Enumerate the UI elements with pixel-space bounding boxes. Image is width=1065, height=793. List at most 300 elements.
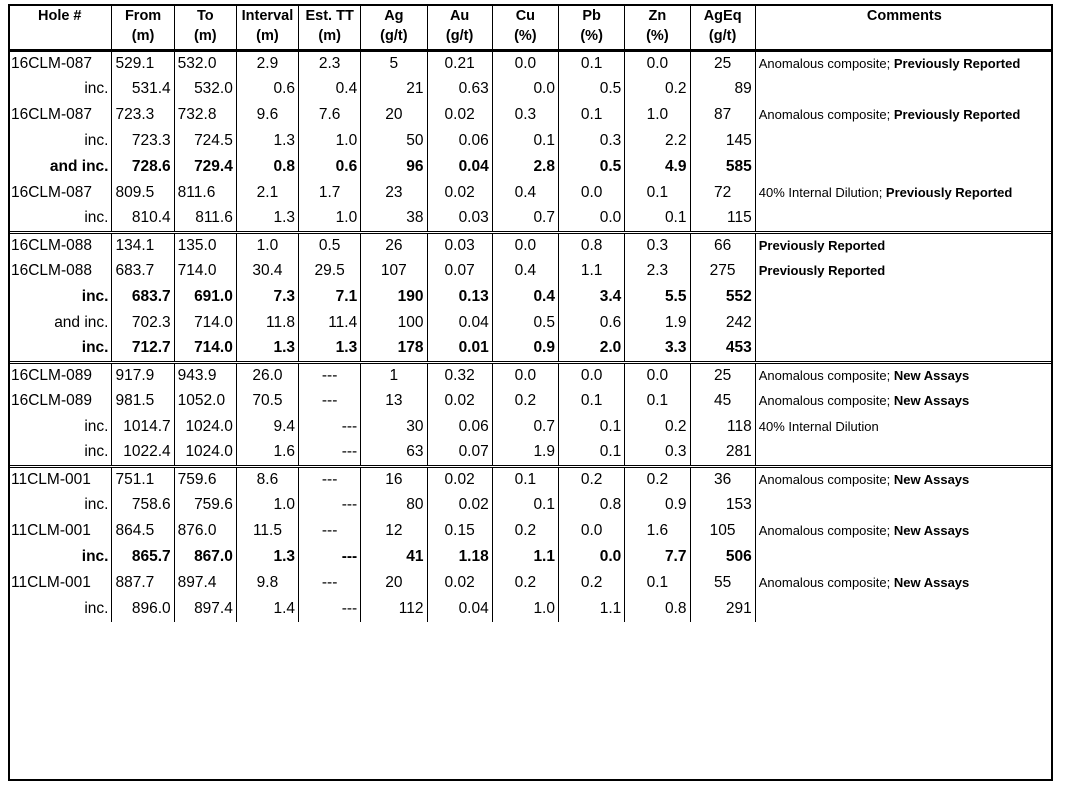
cell-ag: 5: [361, 50, 427, 76]
cell-pb: 0.8: [559, 492, 625, 518]
cell-est-tt: 7.1: [299, 284, 361, 310]
cell-ag: 63: [361, 440, 427, 466]
cell-comments: [755, 128, 1053, 154]
cell-hole: inc.: [8, 128, 112, 154]
cell-ag: 41: [361, 544, 427, 570]
cell-zn: 0.1: [625, 388, 690, 414]
cell-hole: inc.: [8, 492, 112, 518]
cell-to: 729.4: [174, 154, 236, 180]
cell-ag: 38: [361, 206, 427, 232]
comment-status: Previously Reported: [893, 55, 1021, 71]
table-row: [8, 362, 1053, 388]
cell-ag: 20: [361, 102, 427, 128]
table-row: [8, 50, 1053, 76]
cell-to: 714.0: [174, 310, 236, 336]
cell-comments: [755, 336, 1053, 362]
cell-comments: [755, 492, 1053, 518]
comment-status: Previously Reported: [758, 263, 886, 278]
cell-cu: 0.0: [492, 232, 558, 258]
cell-pb: 0.1: [559, 388, 625, 414]
cell-est-tt: ---: [299, 466, 361, 492]
cell-ageq: 153: [690, 492, 755, 518]
cell-zn: 0.1: [625, 206, 690, 232]
cell-from: 751.1: [112, 466, 174, 492]
cell-interval: 9.4: [236, 414, 298, 440]
cell-pb: 0.1: [559, 414, 625, 440]
col-header-pb: Pb (%): [559, 4, 625, 50]
cell-au: 0.02: [427, 102, 492, 128]
cell-zn: 2.2: [625, 128, 690, 154]
col-header-ag: Ag (g/t): [361, 4, 427, 50]
cell-to: 811.6: [174, 206, 236, 232]
cell-est-tt: 1.0: [299, 128, 361, 154]
cell-cu: 1.9: [492, 440, 558, 466]
cell-from: 683.7: [112, 258, 174, 284]
cell-to: 759.6: [174, 492, 236, 518]
cell-zn: 0.0: [625, 50, 690, 76]
cell-pb: 0.0: [559, 544, 625, 570]
cell-ag: 107: [361, 258, 427, 284]
cell-interval: 9.6: [236, 102, 298, 128]
cell-au: 0.01: [427, 336, 492, 362]
cell-pb: 0.6: [559, 310, 625, 336]
cell-ageq: 87: [690, 102, 755, 128]
col-header-zn: Zn (%): [625, 4, 690, 50]
comment-text: 40% Internal Dilution: [758, 419, 879, 434]
cell-zn: 1.9: [625, 310, 690, 336]
cell-ag: 16: [361, 466, 427, 492]
cell-hole: 16CLM-088: [8, 258, 112, 284]
cell-comments: [755, 362, 1053, 388]
cell-est-tt: ---: [299, 492, 361, 518]
cell-ageq: 281: [690, 440, 755, 466]
col-header-ageq: AgEq (g/t): [690, 4, 755, 50]
cell-from: 810.4: [112, 206, 174, 232]
cell-interval: 2.9: [236, 50, 298, 76]
cell-interval: 1.3: [236, 336, 298, 362]
cell-hole: inc.: [8, 596, 112, 622]
cell-est-tt: 0.4: [299, 76, 361, 102]
comment-text: Anomalous composite;: [758, 575, 894, 590]
cell-from: 1022.4: [112, 440, 174, 466]
comment-text: 40% Internal Dilution;: [758, 185, 886, 200]
cell-interval: 1.6: [236, 440, 298, 466]
cell-zn: 0.2: [625, 76, 690, 102]
cell-interval: 1.0: [236, 492, 298, 518]
col-header-cu: Cu (%): [492, 4, 558, 50]
cell-cu: 2.8: [492, 154, 558, 180]
cell-comments: [755, 388, 1053, 414]
header-row: [8, 4, 1053, 50]
cell-est-tt: ---: [299, 596, 361, 622]
cell-est-tt: ---: [299, 544, 361, 570]
cell-zn: 0.1: [625, 570, 690, 596]
cell-from: 683.7: [112, 284, 174, 310]
table-row: [8, 388, 1053, 414]
cell-ageq: 25: [690, 362, 755, 388]
cell-ageq: 105: [690, 518, 755, 544]
cell-est-tt: ---: [299, 440, 361, 466]
cell-zn: 3.3: [625, 336, 690, 362]
cell-ageq: 55: [690, 570, 755, 596]
cell-cu: 0.0: [492, 362, 558, 388]
cell-est-tt: 0.6: [299, 154, 361, 180]
cell-interval: 1.3: [236, 206, 298, 232]
cell-interval: 1.3: [236, 544, 298, 570]
comment-text: Anomalous composite;: [758, 55, 894, 71]
cell-est-tt: ---: [299, 362, 361, 388]
cell-est-tt: 1.3: [299, 336, 361, 362]
cell-cu: 0.4: [492, 180, 558, 206]
table-row: [8, 128, 1053, 154]
cell-pb: 0.1: [559, 440, 625, 466]
cell-est-tt: ---: [299, 518, 361, 544]
comment-text: Anomalous composite;: [758, 471, 894, 487]
cell-hole: inc.: [8, 76, 112, 102]
cell-ag: 13: [361, 388, 427, 414]
cell-zn: 0.3: [625, 232, 690, 258]
cell-hole: inc.: [8, 414, 112, 440]
cell-comments: [755, 466, 1053, 492]
cell-interval: 11.8: [236, 310, 298, 336]
table-row: [8, 466, 1053, 492]
cell-hole: and inc.: [8, 154, 112, 180]
cell-cu: 0.4: [492, 284, 558, 310]
cell-to: 759.6: [174, 466, 236, 492]
cell-ag: 96: [361, 154, 427, 180]
cell-to: 691.0: [174, 284, 236, 310]
col-header-to: To (m): [174, 4, 236, 50]
cell-from: 758.6: [112, 492, 174, 518]
cell-from: 702.3: [112, 310, 174, 336]
comment-text: Anomalous composite;: [758, 523, 894, 538]
cell-ageq: 506: [690, 544, 755, 570]
cell-comments: [755, 258, 1053, 284]
cell-zn: 5.5: [625, 284, 690, 310]
cell-cu: 0.3: [492, 102, 558, 128]
cell-zn: 0.3: [625, 440, 690, 466]
cell-interval: 1.0: [236, 232, 298, 258]
cell-to: 724.5: [174, 128, 236, 154]
table-row: [8, 102, 1053, 128]
col-header-est-tt: Est. TT (m): [299, 4, 361, 50]
cell-est-tt: ---: [299, 388, 361, 414]
table-row: [8, 336, 1053, 362]
cell-from: 712.7: [112, 336, 174, 362]
cell-hole: inc.: [8, 440, 112, 466]
cell-au: 0.06: [427, 414, 492, 440]
cell-comments: [755, 154, 1053, 180]
cell-zn: 1.0: [625, 102, 690, 128]
cell-comments: [755, 518, 1053, 544]
col-header-comments: Comments: [755, 4, 1053, 50]
cell-from: 917.9: [112, 362, 174, 388]
cell-pb: 0.0: [559, 180, 625, 206]
cell-pb: 0.0: [559, 518, 625, 544]
cell-cu: 0.1: [492, 466, 558, 492]
cell-est-tt: 29.5: [299, 258, 361, 284]
cell-from: 728.6: [112, 154, 174, 180]
cell-ag: 30: [361, 414, 427, 440]
cell-ag: 12: [361, 518, 427, 544]
col-header-au: Au (g/t): [427, 4, 492, 50]
cell-from: 531.4: [112, 76, 174, 102]
cell-comments: [755, 180, 1053, 206]
cell-est-tt: 7.6: [299, 102, 361, 128]
cell-pb: 0.0: [559, 362, 625, 388]
cell-hole: inc.: [8, 284, 112, 310]
table-row: [8, 232, 1053, 258]
cell-to: 1024.0: [174, 440, 236, 466]
cell-hole: 11CLM-001: [8, 466, 112, 492]
cell-pb: 0.3: [559, 128, 625, 154]
cell-interval: 70.5: [236, 388, 298, 414]
cell-hole: 16CLM-088: [8, 232, 112, 258]
cell-est-tt: 2.3: [299, 50, 361, 76]
cell-au: 0.13: [427, 284, 492, 310]
cell-ageq: 145: [690, 128, 755, 154]
cell-to: 943.9: [174, 362, 236, 388]
cell-ag: 20: [361, 570, 427, 596]
cell-hole: inc.: [8, 336, 112, 362]
cell-au: 1.18: [427, 544, 492, 570]
cell-hole: inc.: [8, 544, 112, 570]
cell-zn: 0.0: [625, 362, 690, 388]
cell-from: 529.1: [112, 50, 174, 76]
cell-au: 0.04: [427, 596, 492, 622]
cell-pb: 0.5: [559, 154, 625, 180]
cell-comments: [755, 102, 1053, 128]
comment-status: New Assays: [893, 523, 970, 538]
cell-pb: 0.0: [559, 206, 625, 232]
cell-comments: [755, 544, 1053, 570]
cell-au: 0.02: [427, 570, 492, 596]
cell-comments: [755, 284, 1053, 310]
cell-ag: 100: [361, 310, 427, 336]
cell-pb: 0.1: [559, 102, 625, 128]
cell-cu: 0.1: [492, 492, 558, 518]
cell-comments: [755, 310, 1053, 336]
cell-ageq: 552: [690, 284, 755, 310]
cell-est-tt: 1.7: [299, 180, 361, 206]
cell-pb: 0.2: [559, 466, 625, 492]
comment-status: New Assays: [893, 393, 970, 408]
cell-to: 732.8: [174, 102, 236, 128]
cell-pb: 0.5: [559, 76, 625, 102]
cell-ag: 178: [361, 336, 427, 362]
cell-ageq: 36: [690, 466, 755, 492]
cell-cu: 1.1: [492, 544, 558, 570]
cell-est-tt: ---: [299, 570, 361, 596]
cell-to: 1052.0: [174, 388, 236, 414]
cell-comments: [755, 570, 1053, 596]
comment-text: Anomalous composite;: [758, 107, 894, 122]
cell-est-tt: 0.5: [299, 232, 361, 258]
cell-from: 723.3: [112, 102, 174, 128]
cell-to: 876.0: [174, 518, 236, 544]
cell-ag: 26: [361, 232, 427, 258]
cell-ageq: 72: [690, 180, 755, 206]
cell-interval: 26.0: [236, 362, 298, 388]
cell-interval: 9.8: [236, 570, 298, 596]
cell-to: 714.0: [174, 336, 236, 362]
cell-cu: 0.2: [492, 518, 558, 544]
table-row: [8, 206, 1053, 232]
cell-au: 0.02: [427, 180, 492, 206]
cell-au: 0.15: [427, 518, 492, 544]
cell-ageq: 453: [690, 336, 755, 362]
cell-zn: 0.9: [625, 492, 690, 518]
cell-comments: [755, 76, 1053, 102]
cell-hole: 11CLM-001: [8, 570, 112, 596]
cell-interval: 30.4: [236, 258, 298, 284]
cell-pb: 0.2: [559, 570, 625, 596]
cell-au: 0.04: [427, 154, 492, 180]
comment-status: New Assays: [893, 367, 970, 383]
cell-to: 897.4: [174, 570, 236, 596]
cell-ag: 50: [361, 128, 427, 154]
cell-comments: [755, 206, 1053, 232]
table-row: [8, 258, 1053, 284]
cell-au: 0.06: [427, 128, 492, 154]
col-header-interval: Interval (m): [236, 4, 298, 50]
cell-au: 0.32: [427, 362, 492, 388]
cell-ageq: 585: [690, 154, 755, 180]
cell-ag: 21: [361, 76, 427, 102]
cell-to: 811.6: [174, 180, 236, 206]
cell-interval: 0.8: [236, 154, 298, 180]
cell-est-tt: ---: [299, 414, 361, 440]
cell-from: 134.1: [112, 232, 174, 258]
cell-cu: 0.2: [492, 388, 558, 414]
cell-from: 981.5: [112, 388, 174, 414]
cell-au: 0.07: [427, 440, 492, 466]
table-row: [8, 440, 1053, 466]
cell-est-tt: 11.4: [299, 310, 361, 336]
cell-cu: 0.2: [492, 570, 558, 596]
assay-results-table: [8, 4, 1053, 622]
cell-pb: 0.8: [559, 232, 625, 258]
table-row: [8, 518, 1053, 544]
cell-zn: 0.2: [625, 466, 690, 492]
cell-ageq: 66: [690, 232, 755, 258]
cell-zn: 0.1: [625, 180, 690, 206]
comment-status: Previously Reported: [758, 237, 886, 253]
cell-comments: [755, 414, 1053, 440]
cell-ageq: 89: [690, 76, 755, 102]
cell-zn: 0.8: [625, 596, 690, 622]
cell-ag: 1: [361, 362, 427, 388]
cell-cu: 0.9: [492, 336, 558, 362]
comment-text: Anomalous composite;: [758, 393, 894, 408]
col-header-hole: Hole #: [8, 4, 112, 50]
cell-ageq: 25: [690, 50, 755, 76]
cell-interval: 2.1: [236, 180, 298, 206]
cell-au: 0.21: [427, 50, 492, 76]
cell-ageq: 45: [690, 388, 755, 414]
cell-hole: 16CLM-087: [8, 50, 112, 76]
cell-cu: 0.0: [492, 76, 558, 102]
cell-hole: 16CLM-089: [8, 388, 112, 414]
cell-to: 714.0: [174, 258, 236, 284]
cell-au: 0.02: [427, 492, 492, 518]
comment-text: Anomalous composite;: [758, 367, 894, 383]
cell-zn: 1.6: [625, 518, 690, 544]
cell-zn: 7.7: [625, 544, 690, 570]
table-row: [8, 492, 1053, 518]
cell-from: 1014.7: [112, 414, 174, 440]
table-row: [8, 414, 1053, 440]
cell-au: 0.03: [427, 206, 492, 232]
cell-cu: 0.5: [492, 310, 558, 336]
cell-interval: 7.3: [236, 284, 298, 310]
cell-hole: inc.: [8, 206, 112, 232]
cell-zn: 4.9: [625, 154, 690, 180]
col-header-from: From (m): [112, 4, 174, 50]
cell-from: 887.7: [112, 570, 174, 596]
cell-to: 1024.0: [174, 414, 236, 440]
comment-status: New Assays: [893, 575, 970, 590]
cell-comments: [755, 232, 1053, 258]
cell-interval: 11.5: [236, 518, 298, 544]
cell-ageq: 118: [690, 414, 755, 440]
cell-hole: and inc.: [8, 310, 112, 336]
cell-hole: 16CLM-087: [8, 180, 112, 206]
cell-comments: [755, 596, 1053, 622]
table-row: [8, 596, 1053, 622]
cell-cu: 0.0: [492, 50, 558, 76]
cell-from: 865.7: [112, 544, 174, 570]
cell-au: 0.03: [427, 232, 492, 258]
cell-ageq: 115: [690, 206, 755, 232]
cell-ag: 112: [361, 596, 427, 622]
cell-interval: 0.6: [236, 76, 298, 102]
cell-au: 0.02: [427, 466, 492, 492]
cell-comments: [755, 440, 1053, 466]
table-row: [8, 180, 1053, 206]
cell-cu: 0.4: [492, 258, 558, 284]
cell-zn: 2.3: [625, 258, 690, 284]
cell-to: 897.4: [174, 596, 236, 622]
cell-cu: 1.0: [492, 596, 558, 622]
cell-to: 532.0: [174, 76, 236, 102]
cell-pb: 0.1: [559, 50, 625, 76]
cell-au: 0.07: [427, 258, 492, 284]
cell-au: 0.04: [427, 310, 492, 336]
table-row: [8, 310, 1053, 336]
cell-pb: 1.1: [559, 258, 625, 284]
cell-interval: 1.4: [236, 596, 298, 622]
table-row: [8, 570, 1053, 596]
table-row: [8, 76, 1053, 102]
table-row: [8, 154, 1053, 180]
cell-hole: 16CLM-087: [8, 102, 112, 128]
cell-ag: 80: [361, 492, 427, 518]
cell-ageq: 242: [690, 310, 755, 336]
cell-ageq: 291: [690, 596, 755, 622]
cell-from: 896.0: [112, 596, 174, 622]
cell-pb: 1.1: [559, 596, 625, 622]
cell-to: 867.0: [174, 544, 236, 570]
comment-status: Previously Reported: [893, 107, 1021, 122]
cell-interval: 1.3: [236, 128, 298, 154]
cell-ageq: 275: [690, 258, 755, 284]
cell-cu: 0.7: [492, 206, 558, 232]
cell-au: 0.63: [427, 76, 492, 102]
cell-est-tt: 1.0: [299, 206, 361, 232]
cell-to: 135.0: [174, 232, 236, 258]
table-row: [8, 544, 1053, 570]
